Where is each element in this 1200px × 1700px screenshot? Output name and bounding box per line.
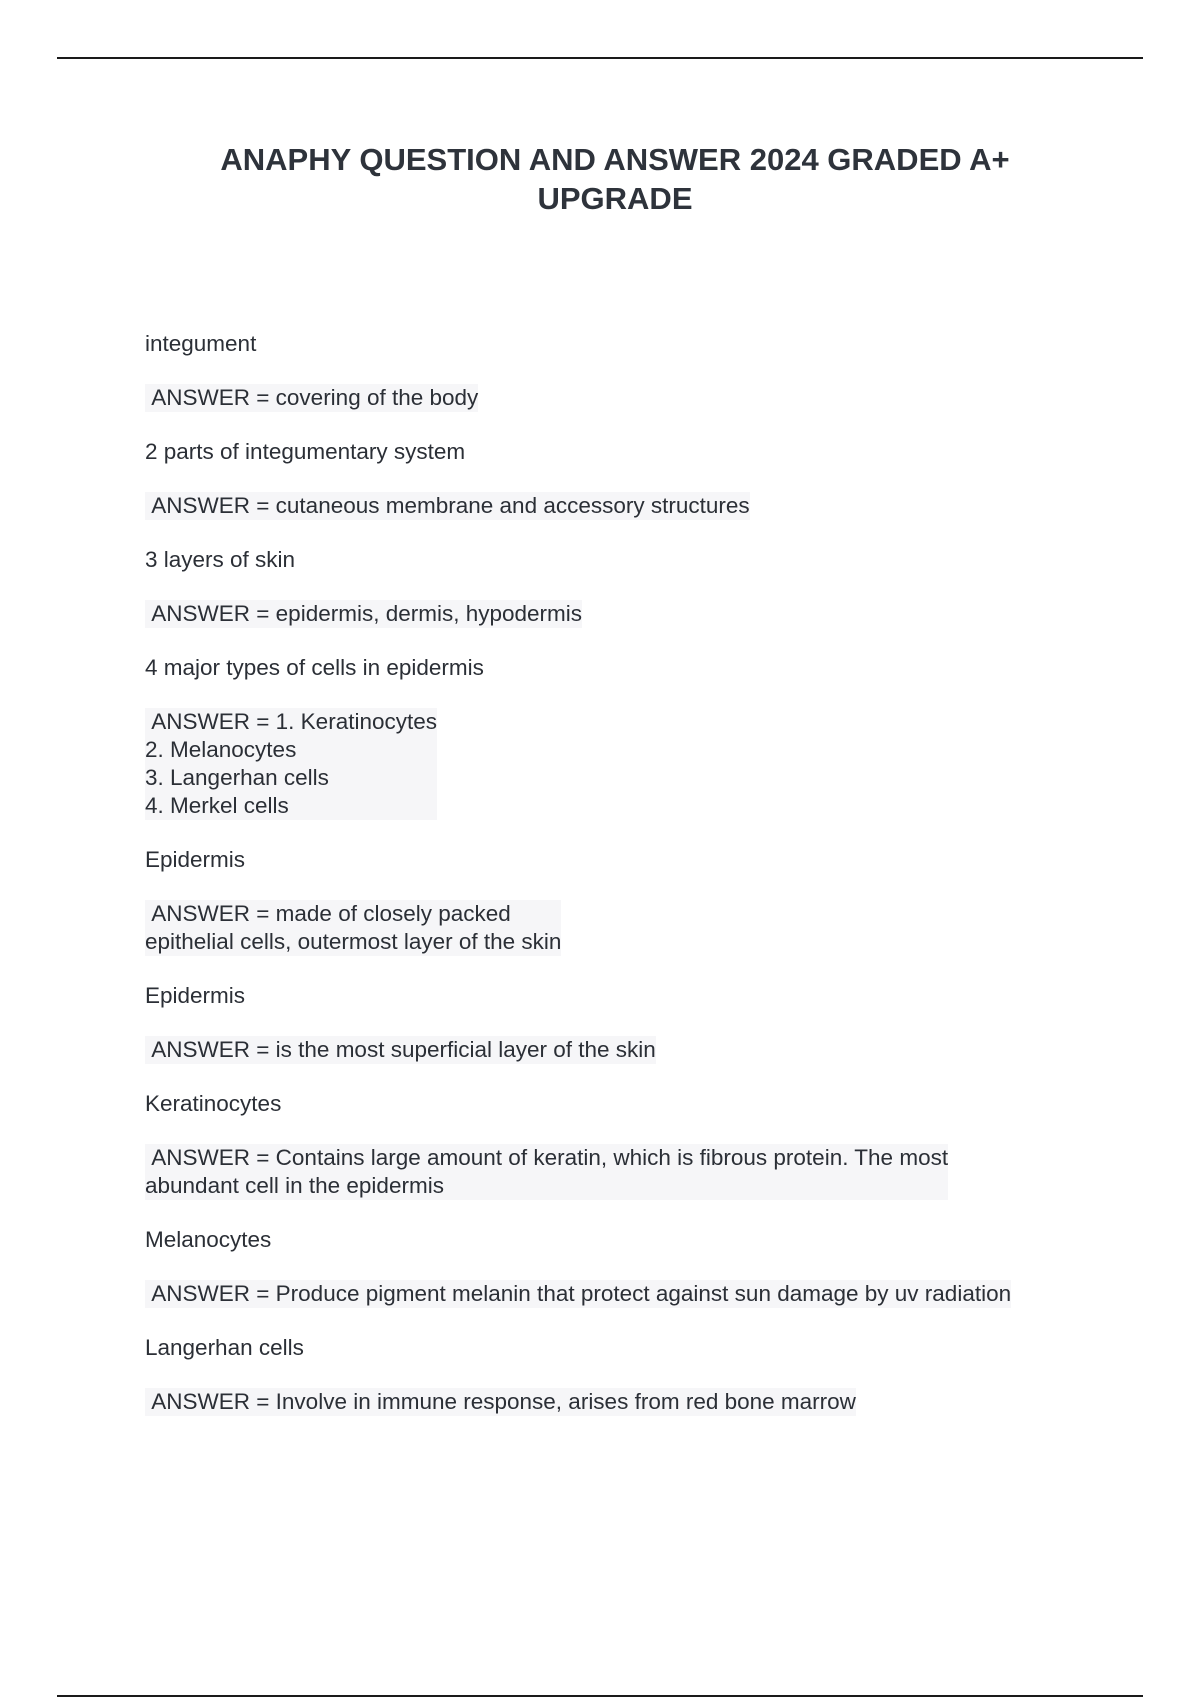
qa-item (145, 546, 1105, 654)
bottom-rule (57, 1695, 1143, 1697)
document-title: ANAPHY QUESTION AND ANSWER 2024 GRADED A+ UPGRADE (220, 142, 1010, 216)
qa-item (145, 846, 1105, 982)
question-text: 2 parts of integumentary system (145, 439, 466, 464)
answer-text: ANSWER = cutaneous membrane and accessory structures (145, 493, 750, 518)
answer-text: ANSWER = covering of the body (145, 385, 479, 410)
answer-text: ANSWER = made of closely packed epithelial cells, outermost layer of the skin (145, 901, 562, 954)
qa-item (145, 330, 1105, 438)
answer-text: ANSWER = Contains large amount of keratin, which is fibrous protein. The most abundant cell in the epidermis (145, 1145, 949, 1198)
question-text: Melanocytes (145, 1227, 272, 1252)
qa-item (145, 1090, 1105, 1226)
question-text: Epidermis (145, 847, 246, 872)
top-rule (57, 57, 1143, 59)
qa-list (145, 330, 1105, 1442)
answer-text: ANSWER = Involve in immune response, arises from red bone marrow (145, 1389, 856, 1414)
answer-text: ANSWER = is the most superficial layer of the skin (145, 1037, 656, 1062)
question-text: Langerhan cells (145, 1335, 304, 1360)
qa-item (145, 438, 1105, 546)
qa-item (145, 982, 1105, 1090)
question-text: Epidermis (145, 983, 246, 1008)
answer-text: ANSWER = 1. Keratinocytes 2. Melanocytes 3. Langerhan cells 4. Merkel cells (145, 709, 437, 818)
question-text: Keratinocytes (145, 1091, 282, 1116)
answer-text: ANSWER = Produce pigment melanin that protect against sun damage by uv radiation (145, 1281, 1012, 1306)
qa-item (145, 654, 1105, 846)
question-text: integument (145, 331, 257, 356)
question-text: 3 layers of skin (145, 547, 296, 572)
question-text: 4 major types of cells in epidermis (145, 655, 484, 680)
qa-item (145, 1334, 1105, 1442)
qa-item (145, 1226, 1105, 1334)
answer-text: ANSWER = epidermis, dermis, hypodermis (145, 601, 583, 626)
